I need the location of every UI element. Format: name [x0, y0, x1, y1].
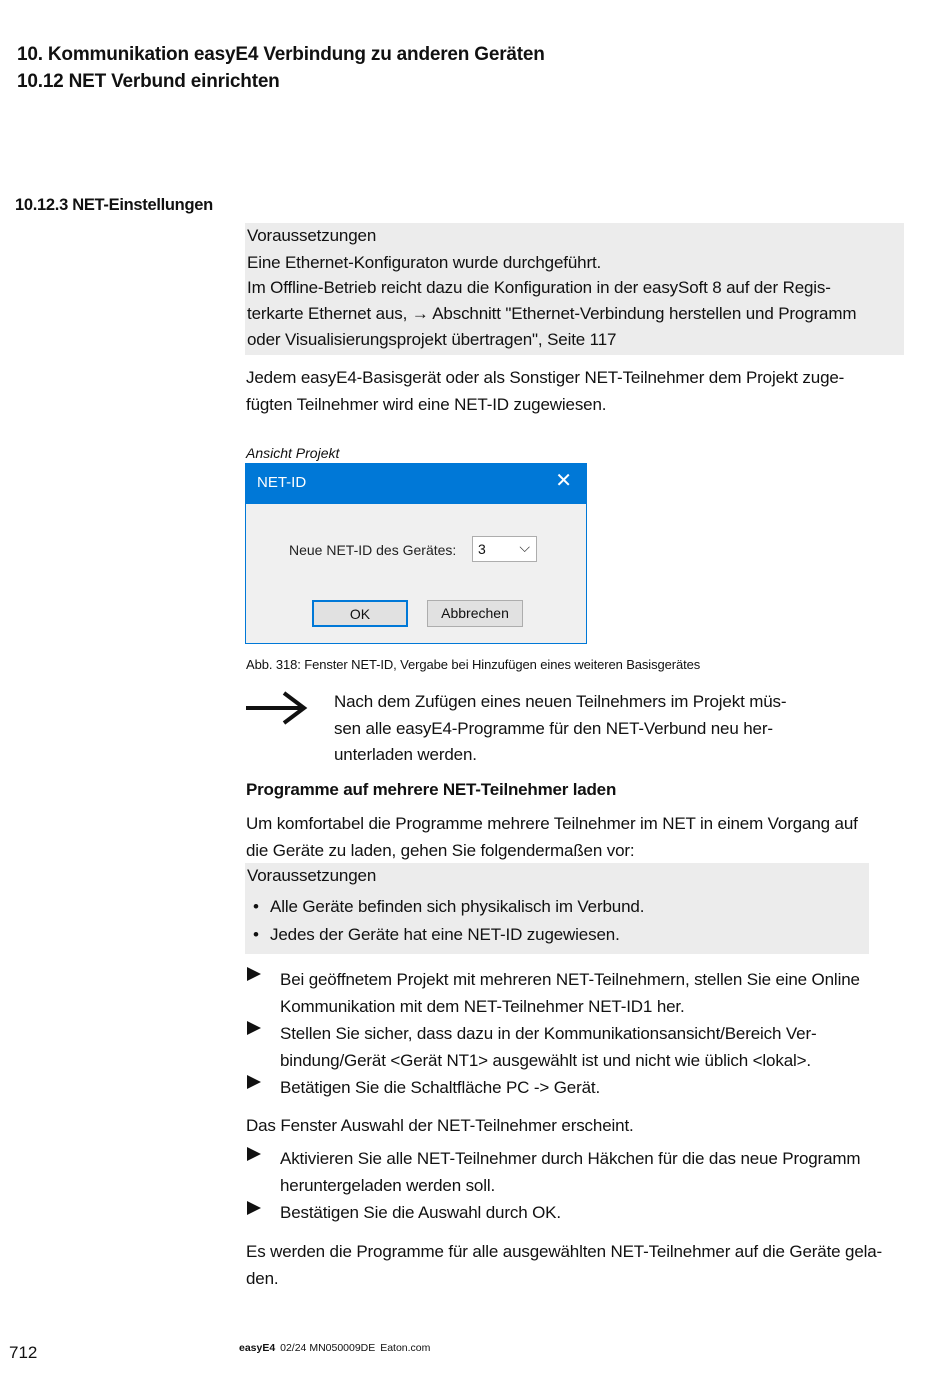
closing-paragraph: [246, 1239, 882, 1292]
bullet-icon: •: [253, 925, 259, 944]
step-line: heruntergeladen werden soll.: [280, 1175, 496, 1195]
bullet-text: Alle Geräte befinden sich physikalisch im Verbund.: [270, 897, 645, 916]
step-line: Kommunikation mit dem NET-Teilnehmer NET-ID1 her.: [280, 996, 685, 1016]
footer-doc: 02/24 MN050009DE: [280, 1342, 376, 1354]
step-line: Stellen Sie sicher, dass dazu in der Kommunikationsansicht/Bereich Ver-: [280, 1024, 817, 1043]
result-paragraph: Das Fenster Auswahl der NET-Teilnehmer erscheint.: [246, 1116, 634, 1135]
close-icon[interactable]: ✕: [555, 470, 572, 492]
subheading: Programme auf mehrere NET-Teilnehmer laden: [246, 780, 617, 799]
prerequisites-title: Voraussetzungen: [247, 226, 377, 245]
prerequisites-content: [247, 223, 902, 354]
bullet-icon: •: [253, 897, 259, 916]
footer-brand: easyE4: [239, 1342, 276, 1354]
bullet-text: Jedes der Geräte hat eine NET-ID zugewiesen.: [270, 925, 620, 944]
paragraph-line: Jedem easyE4-Basisgerät oder als Sonstiger NET-Teilnehmer dem Projekt zuge-: [246, 368, 845, 387]
step-marker-icon: [247, 1201, 261, 1215]
step-item: [280, 1146, 860, 1199]
paragraph-line: Es werden die Programme für alle ausgewählten NET-Teilnehmer auf die Geräte gela-: [246, 1242, 883, 1261]
intro-paragraph: [246, 365, 844, 418]
paragraph-line: fügten Teilnehmer wird eine NET-ID zugewiesen.: [246, 394, 607, 414]
net-id-select[interactable]: [472, 536, 537, 562]
arrow-right-icon: [246, 690, 308, 731]
dialog-title: NET-ID: [257, 474, 307, 491]
net-id-value: 3: [478, 541, 486, 557]
paragraph-line: den.: [246, 1268, 279, 1288]
bullet-item: [247, 922, 867, 948]
prereq-line: Eine Ethernet-Konfiguraton wurde durchgeführt.: [247, 253, 602, 272]
step-item: [280, 1021, 816, 1074]
step-line: Aktivieren Sie alle NET-Teilnehmer durch Häkchen für die das neue Programm: [280, 1149, 861, 1168]
step-item: Bestätigen Sie die Auswahl durch OK.: [280, 1203, 561, 1222]
prereq-line[interactable]: terkarte Ethernet aus, → Abschnitt "Ethernet-Verbindung herstellen und Programm: [247, 304, 857, 323]
step-marker-icon: [247, 967, 261, 981]
footer-site: Eaton.com: [380, 1342, 431, 1354]
cancel-button[interactable]: Abbrechen: [427, 600, 523, 627]
step-marker-icon: [247, 1147, 261, 1161]
subsection-title: 10.12.3 NET-Einstellungen: [15, 196, 213, 214]
step-item: [280, 967, 860, 1020]
procedure-intro: [246, 811, 858, 864]
footer-info: [239, 1342, 430, 1354]
section-title-header: 10.12 NET Verbund einrichten: [17, 71, 280, 92]
net-id-label: Neue NET-ID des Gerätes:: [289, 542, 457, 558]
note-line: unterladen werden.: [334, 745, 477, 764]
figure-caption: Abb. 318: Fenster NET-ID, Vergabe bei Hinzufügen eines weiteren Basisgerätes: [246, 657, 701, 672]
step-item: Betätigen Sie die Schaltfläche PC -> Gerät.: [280, 1078, 601, 1097]
step-marker-icon: [247, 1021, 261, 1035]
paragraph-line: die Geräte zu laden, gehen Sie folgendermaßen vor:: [246, 840, 635, 860]
figure-label: Ansicht Projekt: [246, 445, 340, 461]
prerequisites-2-content: [247, 863, 867, 948]
paragraph-line: Um komfortabel die Programme mehrere Teilnehmer im NET in einem Vorgang auf: [246, 814, 858, 833]
ok-button[interactable]: OK: [312, 600, 408, 627]
note-text: [334, 689, 786, 769]
note-line: Nach dem Zufügen eines neuen Teilnehmers im Projekt müs-: [334, 692, 787, 711]
chapter-header: [17, 41, 545, 95]
step-line: Bei geöffnetem Projekt mit mehreren NET-Teilnehmern, stellen Sie eine Online: [280, 970, 860, 989]
chapter-title: 10. Kommunikation easyE4 Verbindung zu anderen Geräten: [17, 44, 545, 65]
dialog-titlebar: [246, 464, 586, 504]
net-id-dialog: [245, 463, 587, 644]
step-line: bindung/Gerät <Gerät NT1> ausgewählt ist und nicht wie üblich <lokal>.: [280, 1050, 811, 1070]
note-line: sen alle easyE4-Programme für den NET-Verbund neu her-: [334, 718, 773, 738]
bullet-item: [247, 894, 867, 922]
chevron-down-icon: ⌵: [519, 539, 530, 555]
prereq-line: Im Offline-Betrieb reicht dazu die Konfiguration in der easySoft 8 auf der Regis-: [247, 278, 831, 297]
step-marker-icon: [247, 1075, 261, 1089]
prerequisites-title: Voraussetzungen: [247, 866, 377, 885]
prereq-link[interactable]: oder Visualisierungsprojekt übertragen", Seite 117: [247, 330, 617, 349]
page-number: 712: [9, 1343, 38, 1362]
